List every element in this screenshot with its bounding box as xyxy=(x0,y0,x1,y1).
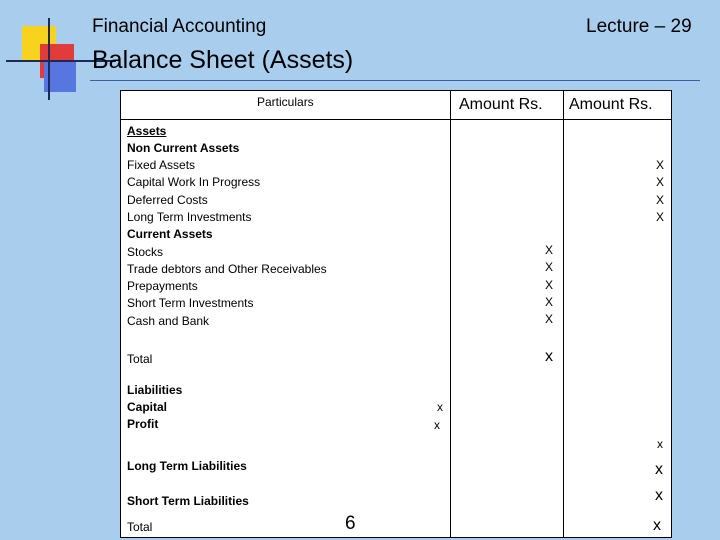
row-current-assets: Current Assets xyxy=(127,227,213,241)
mark-deferred-costs: X xyxy=(656,193,665,207)
mark-stocks: X xyxy=(545,243,554,257)
row-assets: Assets xyxy=(127,124,167,138)
column-divider-2 xyxy=(563,91,564,537)
row-prepayments: Prepayments xyxy=(127,279,198,293)
row-stocks: Stocks xyxy=(127,245,164,259)
row-total-assets: Total xyxy=(127,352,153,366)
row-non-current-assets: Non Current Assets xyxy=(127,141,240,155)
row-capital: Capital xyxy=(127,400,168,414)
row-short-term-investments: Short Term Investments xyxy=(127,296,254,310)
row-short-term-liabilities: Short Term Liabilities xyxy=(127,494,249,508)
mark-short-term-investments: X xyxy=(545,295,554,309)
mark-trade-debtors: X xyxy=(545,260,554,274)
row-deferred-costs: Deferred Costs xyxy=(127,193,208,207)
row-long-term-liabilities: Long Term Liabilities xyxy=(127,459,247,473)
row-liabilities: Liabilities xyxy=(127,383,183,397)
row-profit: Profit xyxy=(127,417,159,431)
header-amount-1: Amount Rs. xyxy=(459,96,543,113)
row-grand-total: Total xyxy=(127,520,153,534)
column-divider-1 xyxy=(450,91,451,537)
mark-capital-total: x xyxy=(657,437,663,451)
row-trade-debtors: Trade debtors and Other Receivables xyxy=(127,262,327,276)
mark-total-current-assets: x xyxy=(545,348,553,365)
header-amount-2: Amount Rs. xyxy=(569,96,653,113)
mark-fixed-assets: X xyxy=(656,158,665,172)
row-long-term-investments: Long Term Investments xyxy=(127,210,252,224)
row-fixed-assets: Fixed Assets xyxy=(127,158,196,172)
page-title: Balance Sheet (Assets) xyxy=(92,46,354,74)
row-capital-wip: Capital Work In Progress xyxy=(127,175,261,189)
mark-short-term-liabilities: x xyxy=(655,487,663,504)
course-title: Financial Accounting xyxy=(92,16,267,37)
title-rule xyxy=(90,80,700,81)
mark-long-term-liabilities: x xyxy=(655,461,663,478)
mark-profit: x xyxy=(434,418,440,432)
logo-vertical-line xyxy=(48,18,50,100)
header-particulars: Particulars xyxy=(257,95,314,109)
mark-cash-bank: X xyxy=(545,312,554,326)
mark-long-term-investments: X xyxy=(656,210,665,224)
page-number: 6 xyxy=(345,513,356,534)
balance-sheet-table xyxy=(120,90,672,538)
row-cash-bank: Cash and Bank xyxy=(127,314,210,328)
mark-prepayments: X xyxy=(545,278,554,292)
lecture-number: Lecture – 29 xyxy=(586,16,692,37)
mark-grand-total: x xyxy=(653,517,661,534)
mark-capital: x xyxy=(437,400,443,414)
mark-capital-wip: X xyxy=(656,175,665,189)
